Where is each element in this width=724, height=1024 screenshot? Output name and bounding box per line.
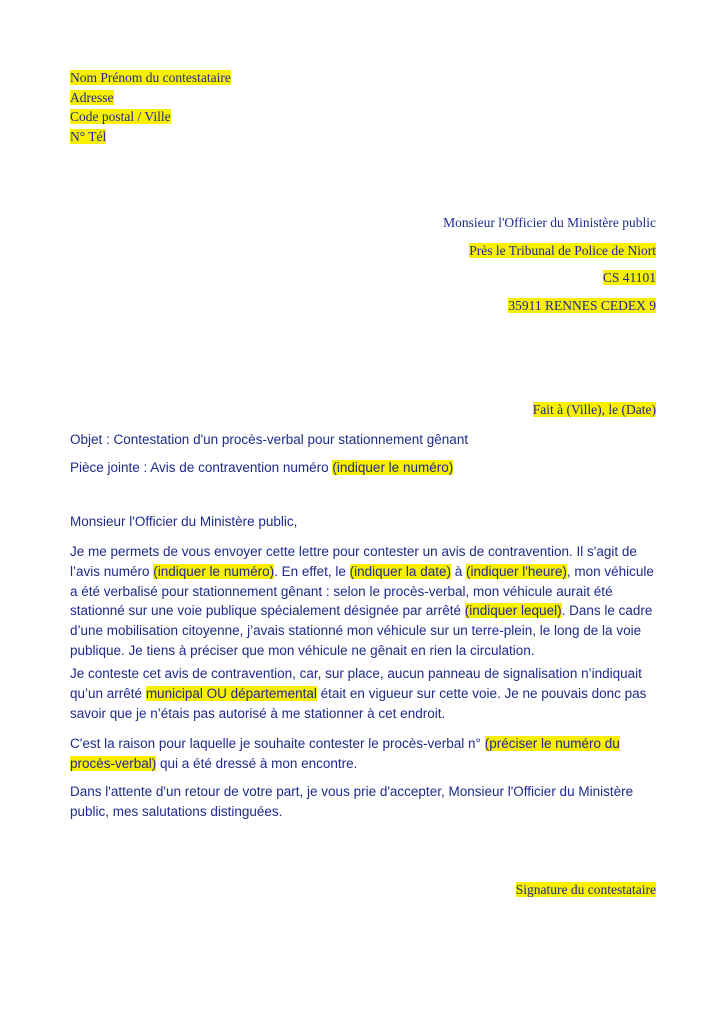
p1-placeholder-time: (indiquer l'heure) bbox=[465, 563, 567, 579]
p1-text-2: . En effet, le bbox=[274, 563, 350, 579]
signature-line bbox=[516, 882, 656, 898]
recipient-line-1: Monsieur l'Officier du Ministère public bbox=[443, 215, 656, 230]
p1-text-4: , mon véhicule a été verbalisé pour stationnement gênant : selon le procès-verbal, mon véhicule aurait été stationné sur une voie publique spécialement désignée par arrêté bbox=[70, 563, 654, 619]
paragraph-1 bbox=[70, 542, 658, 661]
sender-block bbox=[70, 68, 231, 146]
recipient-line-3: CS 41101 bbox=[602, 270, 656, 285]
p1-text-3: à bbox=[450, 563, 466, 579]
p3-text-2: qui a été dressé à mon encontre. bbox=[156, 755, 358, 771]
sender-address: Adresse bbox=[70, 89, 114, 105]
attachment-line bbox=[70, 460, 453, 475]
p3-placeholder-pv-number: (préciser le numéro du procès-verbal) bbox=[70, 736, 620, 771]
p3-text-1: C'est la raison pour laquelle je souhaite contester le procès-verbal n° bbox=[70, 736, 485, 751]
p1-placeholder-order: (indiquer lequel) bbox=[464, 603, 562, 619]
p2-text-1: Je conteste cet avis de contravention, car, sur place, aucun panneau de signalisation n’indiquait qu’un arrêté bbox=[70, 666, 642, 701]
sender-phone: N° Tél bbox=[70, 128, 107, 144]
p2-text-2: était en vigueur sur cette voie. Je ne pouvais donc pas savoir que je n’étais pas autorisé à me stationner à cet endroit. bbox=[70, 685, 647, 721]
date-place-line bbox=[533, 402, 656, 418]
sender-postal-city: Code postal / Ville bbox=[70, 109, 171, 124]
recipient-block bbox=[443, 209, 656, 319]
subject-line: Objet : Contestation d'un procès-verbal pour stationnement gênant bbox=[70, 432, 469, 447]
paragraph-3 bbox=[70, 734, 658, 774]
attachment-placeholder: (indiquer le numéro) bbox=[332, 460, 454, 475]
recipient-line-4: 35911 RENNES CEDEX 9 bbox=[508, 297, 656, 313]
p1-text-5: . Dans le cadre d’une mobilisation citoyenne, j’avais stationné mon véhicule sur un terre-plein, le long de la voie publique. Je tiens à préciser que mon véhicule ne gênait en rien la circulation. bbox=[70, 603, 653, 658]
p1-placeholder-number: (indiquer le numéro) bbox=[153, 563, 275, 579]
p1-text-1: Je me permets de vous envoyer cette lettre pour contester un avis de contravention. Il s'agit de l’avis numéro bbox=[70, 544, 637, 579]
recipient-line-2: Près le Tribunal de Police de Niort bbox=[469, 242, 656, 258]
paragraph-2 bbox=[70, 664, 658, 723]
salutation: Monsieur l'Officier du Ministère public, bbox=[70, 514, 298, 529]
paragraph-4: Dans l'attente d'un retour de votre part, je vous prie d'accepter, Monsieur l'Officier du Ministère public, mes salutations distinguées. bbox=[70, 784, 634, 819]
signature: Signature du contestataire bbox=[515, 882, 656, 897]
date-place: Fait à (Ville), le (Date) bbox=[532, 402, 656, 417]
p1-placeholder-date: (indiquer la date) bbox=[349, 563, 451, 579]
p2-placeholder-authority: municipal OU départemental bbox=[145, 685, 317, 701]
attachment-prefix: Pièce jointe : Avis de contravention numéro bbox=[70, 460, 333, 475]
sender-name: Nom Prénom du contestataire bbox=[70, 70, 231, 85]
